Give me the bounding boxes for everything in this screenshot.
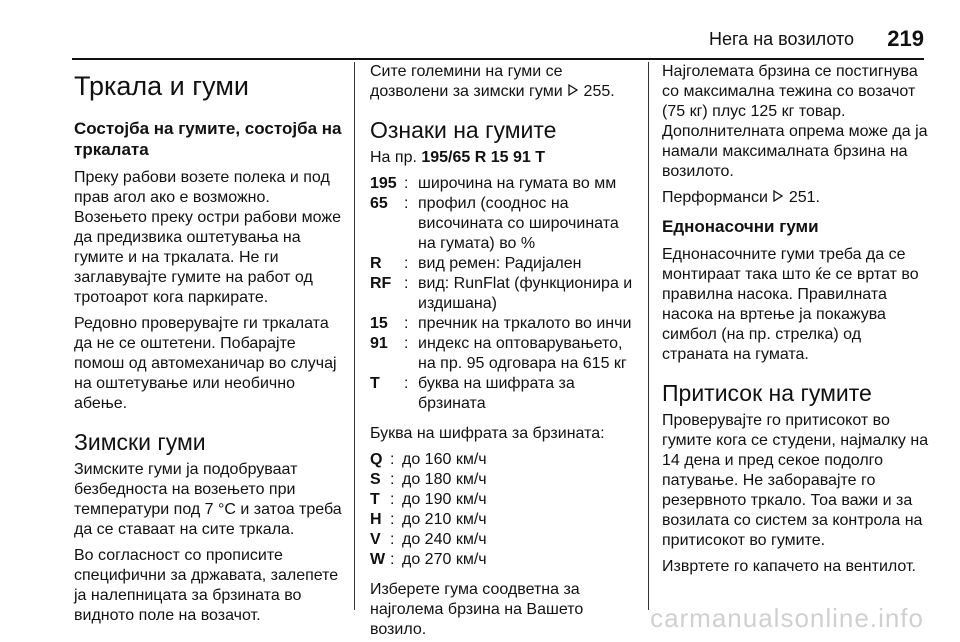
- paragraph: Буква на шифрата за брзината:: [370, 425, 605, 442]
- intro-text: Сите големини на гуми се дозволени за зимски гуми: [370, 63, 563, 100]
- code-separator: :: [404, 175, 409, 192]
- code-key: V: [370, 531, 381, 548]
- code-separator: :: [404, 255, 409, 272]
- triangle-right-icon: [772, 188, 784, 208]
- code-row: [370, 530, 487, 550]
- column-2: [370, 62, 636, 642]
- code-description: до 240 км/ч: [402, 531, 487, 548]
- page-number: 219: [887, 26, 924, 51]
- code-row: [370, 470, 487, 490]
- header-rule: [72, 58, 924, 60]
- code-key: 91: [370, 335, 388, 352]
- code-row: [370, 334, 636, 374]
- code-row: [370, 374, 636, 414]
- code-separator: :: [390, 451, 395, 468]
- code-separator: :: [404, 275, 409, 292]
- code-separator: :: [390, 491, 395, 508]
- tyre-code-table: [370, 174, 636, 414]
- paragraph: [370, 62, 636, 102]
- code-key: W: [370, 551, 386, 568]
- code-row: [370, 490, 487, 510]
- code-description: до 190 км/ч: [402, 491, 487, 508]
- code-key: 65: [370, 195, 388, 212]
- example-value: 195/65 R 15 91 T: [421, 149, 545, 166]
- code-key: T: [370, 375, 380, 392]
- code-description: индекс на оптоварувањето, на пр. 95 одговара на 615 кг: [418, 335, 627, 372]
- code-key: T: [370, 491, 380, 508]
- code-separator: :: [390, 531, 395, 548]
- code-row: [370, 450, 487, 470]
- code-row: [370, 174, 636, 194]
- code-key: 195: [370, 175, 397, 192]
- code-separator: :: [390, 551, 395, 568]
- speed-code-table: [370, 450, 487, 570]
- section-heading-tyre-pressure: Притисок на гумите: [662, 380, 872, 406]
- code-key: H: [370, 511, 382, 528]
- column-divider-2: [648, 62, 649, 610]
- paragraph: [662, 188, 932, 208]
- paragraph: Редовно проверувајте ги тркалата да не се оштетени. Побарајте помош од автомеханичар во случај на оштетување или необично абење.: [74, 315, 337, 412]
- code-description: до 270 км/ч: [402, 551, 487, 568]
- header-title: Нега на возилото: [709, 29, 854, 49]
- code-key: S: [370, 471, 381, 488]
- code-separator: :: [404, 375, 409, 392]
- section-heading-directional-tyres: Еднонасочни гуми: [662, 217, 819, 236]
- cross-reference-link[interactable]: 251.: [788, 189, 820, 206]
- paragraph: Преку рабови возете полека и под прав агол ако е возможно. Возењето преку остри рабови може да предизвика оштетувања на гумите и на тркалата. Не ги заглавувајте гумите на работ од тротоарот кога паркирате.: [74, 169, 341, 306]
- paragraph: Зимските гуми ја подобруваат безбедноста на возењето при температури под 7 °C и затоа треба да се ставаат на сите тркала.: [74, 461, 342, 538]
- page-header: [72, 26, 924, 56]
- code-description: вид ремен: Радијален: [418, 255, 582, 272]
- watermark: carmanualsonline.info: [650, 603, 924, 633]
- section-heading-winter-tyres: Зимски гуми: [74, 429, 206, 455]
- example-label: На пр.: [370, 149, 417, 166]
- code-row: [370, 550, 487, 570]
- code-separator: :: [390, 471, 395, 488]
- performance-label: Перформанси: [662, 189, 768, 206]
- code-description: вид: RunFlat (функционира и издишана): [418, 275, 633, 312]
- code-row: [370, 274, 636, 314]
- code-key: 15: [370, 315, 388, 332]
- example-line: [370, 148, 636, 168]
- paragraph: Еднонасочните гуми треба да се монтираат така што ќе се вртат во правилна насока. Правилната насока на вртење ја покажува симбол (на пр. стрелка) од страната на гумата.: [662, 246, 919, 363]
- code-key: RF: [370, 275, 392, 292]
- code-description: до 180 км/ч: [402, 471, 487, 488]
- code-description: до 210 км/ч: [402, 511, 487, 528]
- paragraph: Извртете го капачето на вентилот.: [662, 558, 916, 575]
- paragraph: Проверувајте го притисокот во гумите кога се студени, најмалку на 14 дена и пред секое подолго патување. Не заборавајте го резервното тркало. Тоа важи и за возилата со систем за контрола на притисокот во гумите.: [662, 412, 929, 549]
- code-separator: :: [390, 511, 395, 528]
- code-key: Q: [370, 451, 383, 468]
- code-description: широчина на гумата во мм: [418, 175, 617, 192]
- paragraph: Во согласност со прописите специфични за државата, залепете ја налепницата за брзината во видното поле на возачот.: [74, 547, 339, 624]
- triangle-right-icon: [567, 82, 579, 102]
- code-key: R: [370, 255, 382, 272]
- paragraph: Изберете гума соодветна за најголема брзина на Вашето возило.: [370, 581, 584, 638]
- code-description: пречник на тркалото во инчи: [418, 315, 632, 332]
- cross-reference-link[interactable]: 255.: [583, 83, 615, 100]
- chapter-title: Тркала и гуми: [74, 71, 249, 101]
- section-heading-tyre-markings: Ознаки на гумите: [370, 117, 557, 143]
- column-1: [74, 62, 346, 632]
- column-divider-1: [354, 62, 355, 610]
- code-row: [370, 314, 636, 334]
- code-description: профил (сооднос на височината со широчината на гумата) во %: [418, 195, 619, 252]
- section-heading-tyre-condition: Состојба на гумите, состојба на тркалата: [74, 119, 342, 159]
- code-separator: :: [404, 335, 409, 352]
- paragraph: Најголемата брзина се постигнува со максимална тежина со возачот (75 кг) плус 125 кг товар. Дополнителната опрема може да ја намали максималната брзина на возилото.: [662, 63, 928, 180]
- code-row: [370, 510, 487, 530]
- code-row: [370, 194, 636, 254]
- code-row: [370, 254, 636, 274]
- code-separator: :: [404, 315, 409, 332]
- code-separator: :: [404, 195, 409, 212]
- column-3: [662, 62, 932, 583]
- code-description: до 160 км/ч: [402, 451, 487, 468]
- code-description: буква на шифрата за брзината: [418, 375, 575, 412]
